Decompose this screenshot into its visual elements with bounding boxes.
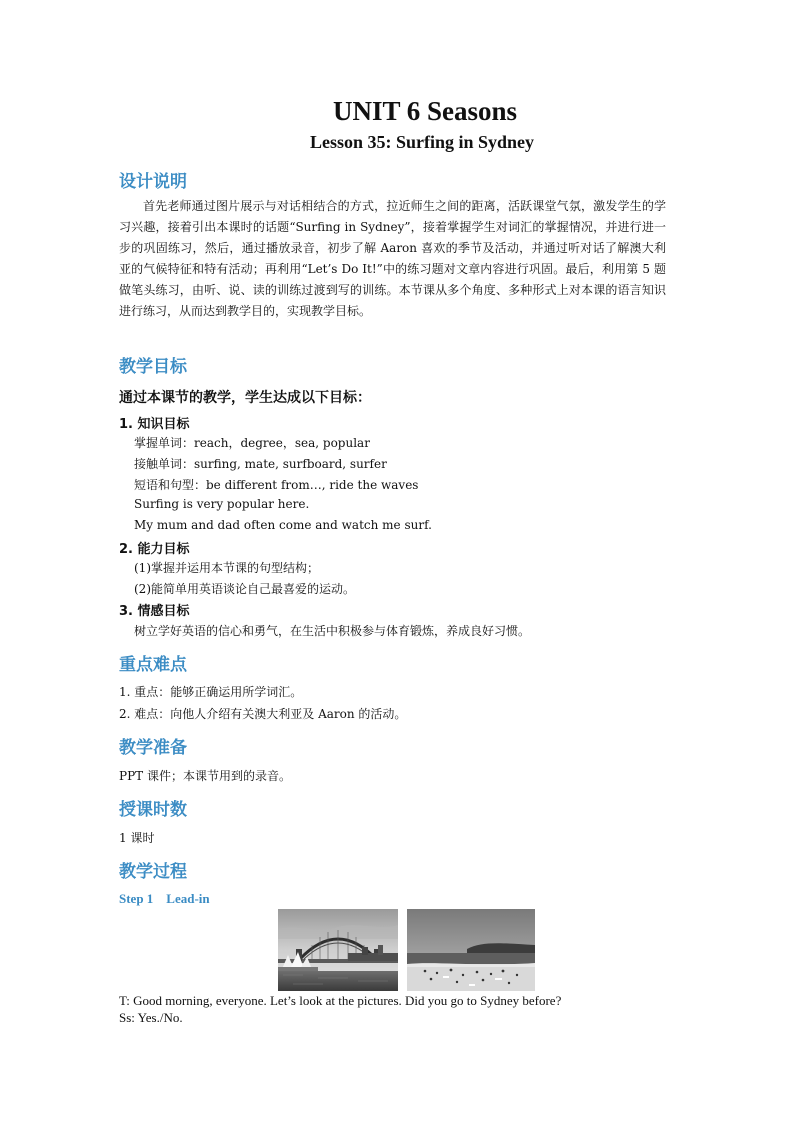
heading-process: 教学过程 <box>119 862 187 882</box>
lesson-title: Lesson 35: Surfing in Sydney <box>309 132 535 152</box>
step1-heading: Step 1 Lead-in <box>119 891 210 906</box>
sydney-harbour-photo <box>278 909 398 991</box>
heading-key-points: 重点难点 <box>119 655 187 675</box>
heading-design: 设计说明 <box>119 172 187 192</box>
knowledge-line-2: 接触单词：surfing, mate, surfboard, surfer <box>134 457 387 471</box>
knowledge-line-4: Surfing is very popular here. <box>134 497 310 511</box>
dialog-line-students: Ss: Yes./No. <box>119 1010 183 1025</box>
ability-heading: 2. 能力目标 <box>119 542 190 557</box>
knowledge-line-1: 掌握单词：reach，degree，sea, popular <box>134 436 370 450</box>
emotion-heading: 3. 情感目标 <box>119 604 190 619</box>
heading-preparation: 教学准备 <box>119 738 187 758</box>
knowledge-heading: 1. 知识目标 <box>119 417 190 432</box>
hours-line: 1 课时 <box>119 831 155 845</box>
heading-goals: 教学目标 <box>119 357 187 377</box>
ability-line-2: (2)能简单用英语谈论自己最喜爱的运动。 <box>134 582 355 596</box>
knowledge-line-3: 短语和句型：be different from…, ride the waves <box>134 478 419 492</box>
key-point-1: 1. 重点：能够正确运用所学词汇。 <box>119 685 303 699</box>
unit-title: UNIT 6 Seasons <box>332 96 518 126</box>
goals-lead: 通过本课节的教学，学生达成以下目标： <box>119 390 371 406</box>
emotion-line: 树立学好英语的信心和勇气，在生活中积极参与体育锻炼，养成良好习惯。 <box>134 624 531 638</box>
dialog-line-teacher: T: Good morning, everyone. Let’s look at the pictures. Did you go to Sydney before? <box>119 993 562 1008</box>
preparation-line: PPT 课件；本课节用到的录音。 <box>119 769 291 783</box>
key-point-2: 2. 难点：向他人介绍有关澳大利亚及 Aaron 的活动。 <box>119 707 407 721</box>
knowledge-line-5: My mum and dad often come and watch me surf. <box>134 518 432 532</box>
ability-line-1: (1)掌握并运用本节课的句型结构； <box>134 561 319 575</box>
sydney-beach-photo <box>407 909 535 991</box>
heading-hours: 授课时数 <box>119 800 187 820</box>
design-paragraph: 首先老师通过图片展示与对话相结合的方式，拉近师生之间的距离，活跃课堂气氛，激发学生的学习兴趣，接着引出本课时的话题“Surfing in Sydney”，接着掌握学生对词汇的掌握情况，并进行进一步的巩固练习，然后，通过播放录音，初步了解 Aaron 喜欢的季节及活动，并通过听对话了解澳大利亚的气候特征和特有活动；再利用“Let’s Do It!”中的练习题对文章内容进行巩固。最后，利用第 5 题做笔头练习，由听、说、读的训练过渡到写的训练。本节课从多个角度、多种形式上对本课的语言知识进行练习，从而达到教学目的，实现教学目标。 <box>119 199 666 318</box>
